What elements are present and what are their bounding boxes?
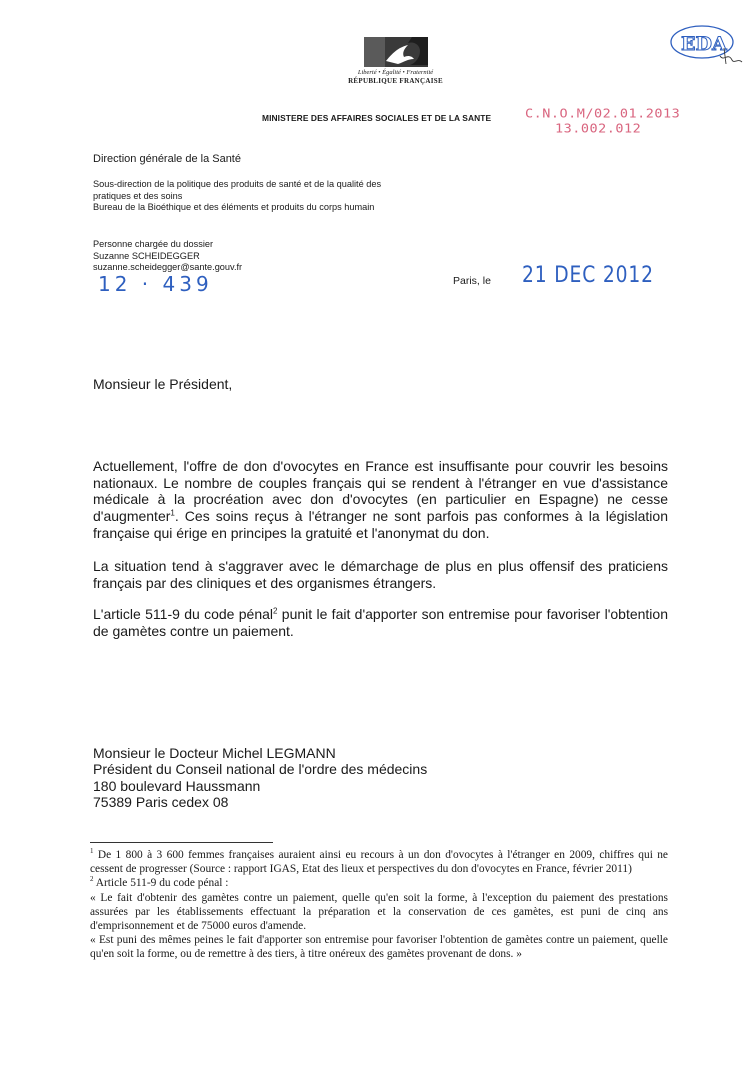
footnote-1-number: 1 <box>90 847 94 856</box>
sub-direction-block <box>93 179 383 214</box>
bureau-name: Bureau de la Bioéthique et des éléments et produits du corps humain <box>93 202 375 213</box>
recipient-line-4: 75389 Paris cedex 08 <box>93 793 229 810</box>
reference-number-stamp: 12 · 439 <box>98 272 213 296</box>
paragraph-2: La situation tend à s'aggraver avec le démarchage de plus en plus offensif des praticiens français par des cliniques et des organismes étrangers. <box>93 558 668 591</box>
paragraph-1-text-b: . Ces soins reçus à l'étranger ne sont parfois pas conformes à la législation française qui érige en principes la gratuité et l'anonymat du don. <box>93 508 668 541</box>
footnote-ref-2: 2 <box>273 606 278 616</box>
recipient-line-2: Président du Conseil national de l'ordre des médecins <box>93 761 428 778</box>
svg-text:EDA: EDA <box>681 33 727 55</box>
footnote-2-quote-2: « Est puni des mêmes peines le fait d'apporter son entremise pour favoriser l'obtention de gamètes contre un paiement, quelle qu'en soit la forme, ou de remettre à des tiers, à titre onéreux des gamètes provenant de dons. » <box>90 934 668 961</box>
date-place: Paris, le <box>453 275 491 287</box>
paragraph-3 <box>93 606 668 639</box>
recipient-line-1: Monsieur le Docteur Michel LEGMANN <box>93 745 336 761</box>
paragraph-3-text-a: L'article 511-9 du code pénal <box>93 606 274 622</box>
republic-name: RÉPUBLIQUE FRANÇAISE <box>348 77 443 85</box>
ministry-name: MINISTERE DES AFFAIRES SOCIALES ET DE LA SANTE <box>262 113 492 123</box>
sub-direction-name: Sous-direction de la politique des produits de santé et de la qualité des pratiques et des soins <box>93 179 382 201</box>
registration-stamp-line1: C.N.O.M/02.01.2013 <box>525 106 681 122</box>
recipient-address <box>93 745 427 810</box>
footnote-2-title-text: Article 511-9 du code pénal : <box>93 877 229 890</box>
footnote-ref-1: 1 <box>170 508 175 518</box>
direction-name: Direction générale de la Santé <box>93 153 241 165</box>
footnote-1-text: De 1 800 à 3 600 femmes françaises auraient ainsi eu recours à un don d'ovocytes à l'étranger en 2009, chiffres qui ne cessent de progresser (Source : rapport IGAS, Etat des lieux et perspectives du don d'ovocytes en France, février 2011) <box>90 849 668 876</box>
paragraph-3-text-b: punit le fait d'apporter son entremise pour favoriser l'obtention de gamètes contre un paiement. <box>93 606 668 639</box>
marianne-logo-icon <box>364 37 428 67</box>
contact-name: Suzanne SCHEIDEGGER <box>93 250 200 261</box>
contact-block <box>93 239 353 274</box>
eda-stamp-icon <box>668 22 744 70</box>
date-stamp: 21 DEC 2012 <box>522 263 654 288</box>
footnotes <box>90 848 668 962</box>
footnote-1 <box>90 848 668 876</box>
footnote-2-number: 2 <box>90 875 94 884</box>
contact-label: Personne chargée du dossier <box>93 239 214 249</box>
paragraph-1-text-a: Actuellement, l'offre de don d'ovocytes en France est insuffisante pour couvrir les besoins nationaux. Le nombre de couples français qui se rendent à l'étranger en vue d'assistance médicale à la procréation avec don d'ovocytes (en particulier en Espagne) ne cesse d'augmenter <box>93 458 668 525</box>
registration-stamp-line2: 13.002.012 <box>555 121 642 137</box>
republic-logo <box>343 37 448 86</box>
footnote-2-title <box>90 876 668 890</box>
footnote-2-quote-1: « Le fait d'obtenir des gamètes contre un paiement, quelle qu'en soit la forme, à l'exception du paiement des prestations assurées par les établissements effectuant la préparation et la conservation de ces gamètes, est puni de cinq ans d'emprisonnement et de 75000 euros d'amende. <box>90 891 668 933</box>
recipient-line-3: 180 boulevard Haussmann <box>93 777 261 794</box>
paragraph-1 <box>93 458 668 542</box>
contact-email: suzanne.scheidegger@sante.gouv.fr <box>93 262 243 273</box>
salutation: Monsieur le Président, <box>93 376 233 392</box>
republic-motto: Liberté • Égalité • Fraternité <box>357 69 434 76</box>
footnote-divider <box>90 842 273 843</box>
